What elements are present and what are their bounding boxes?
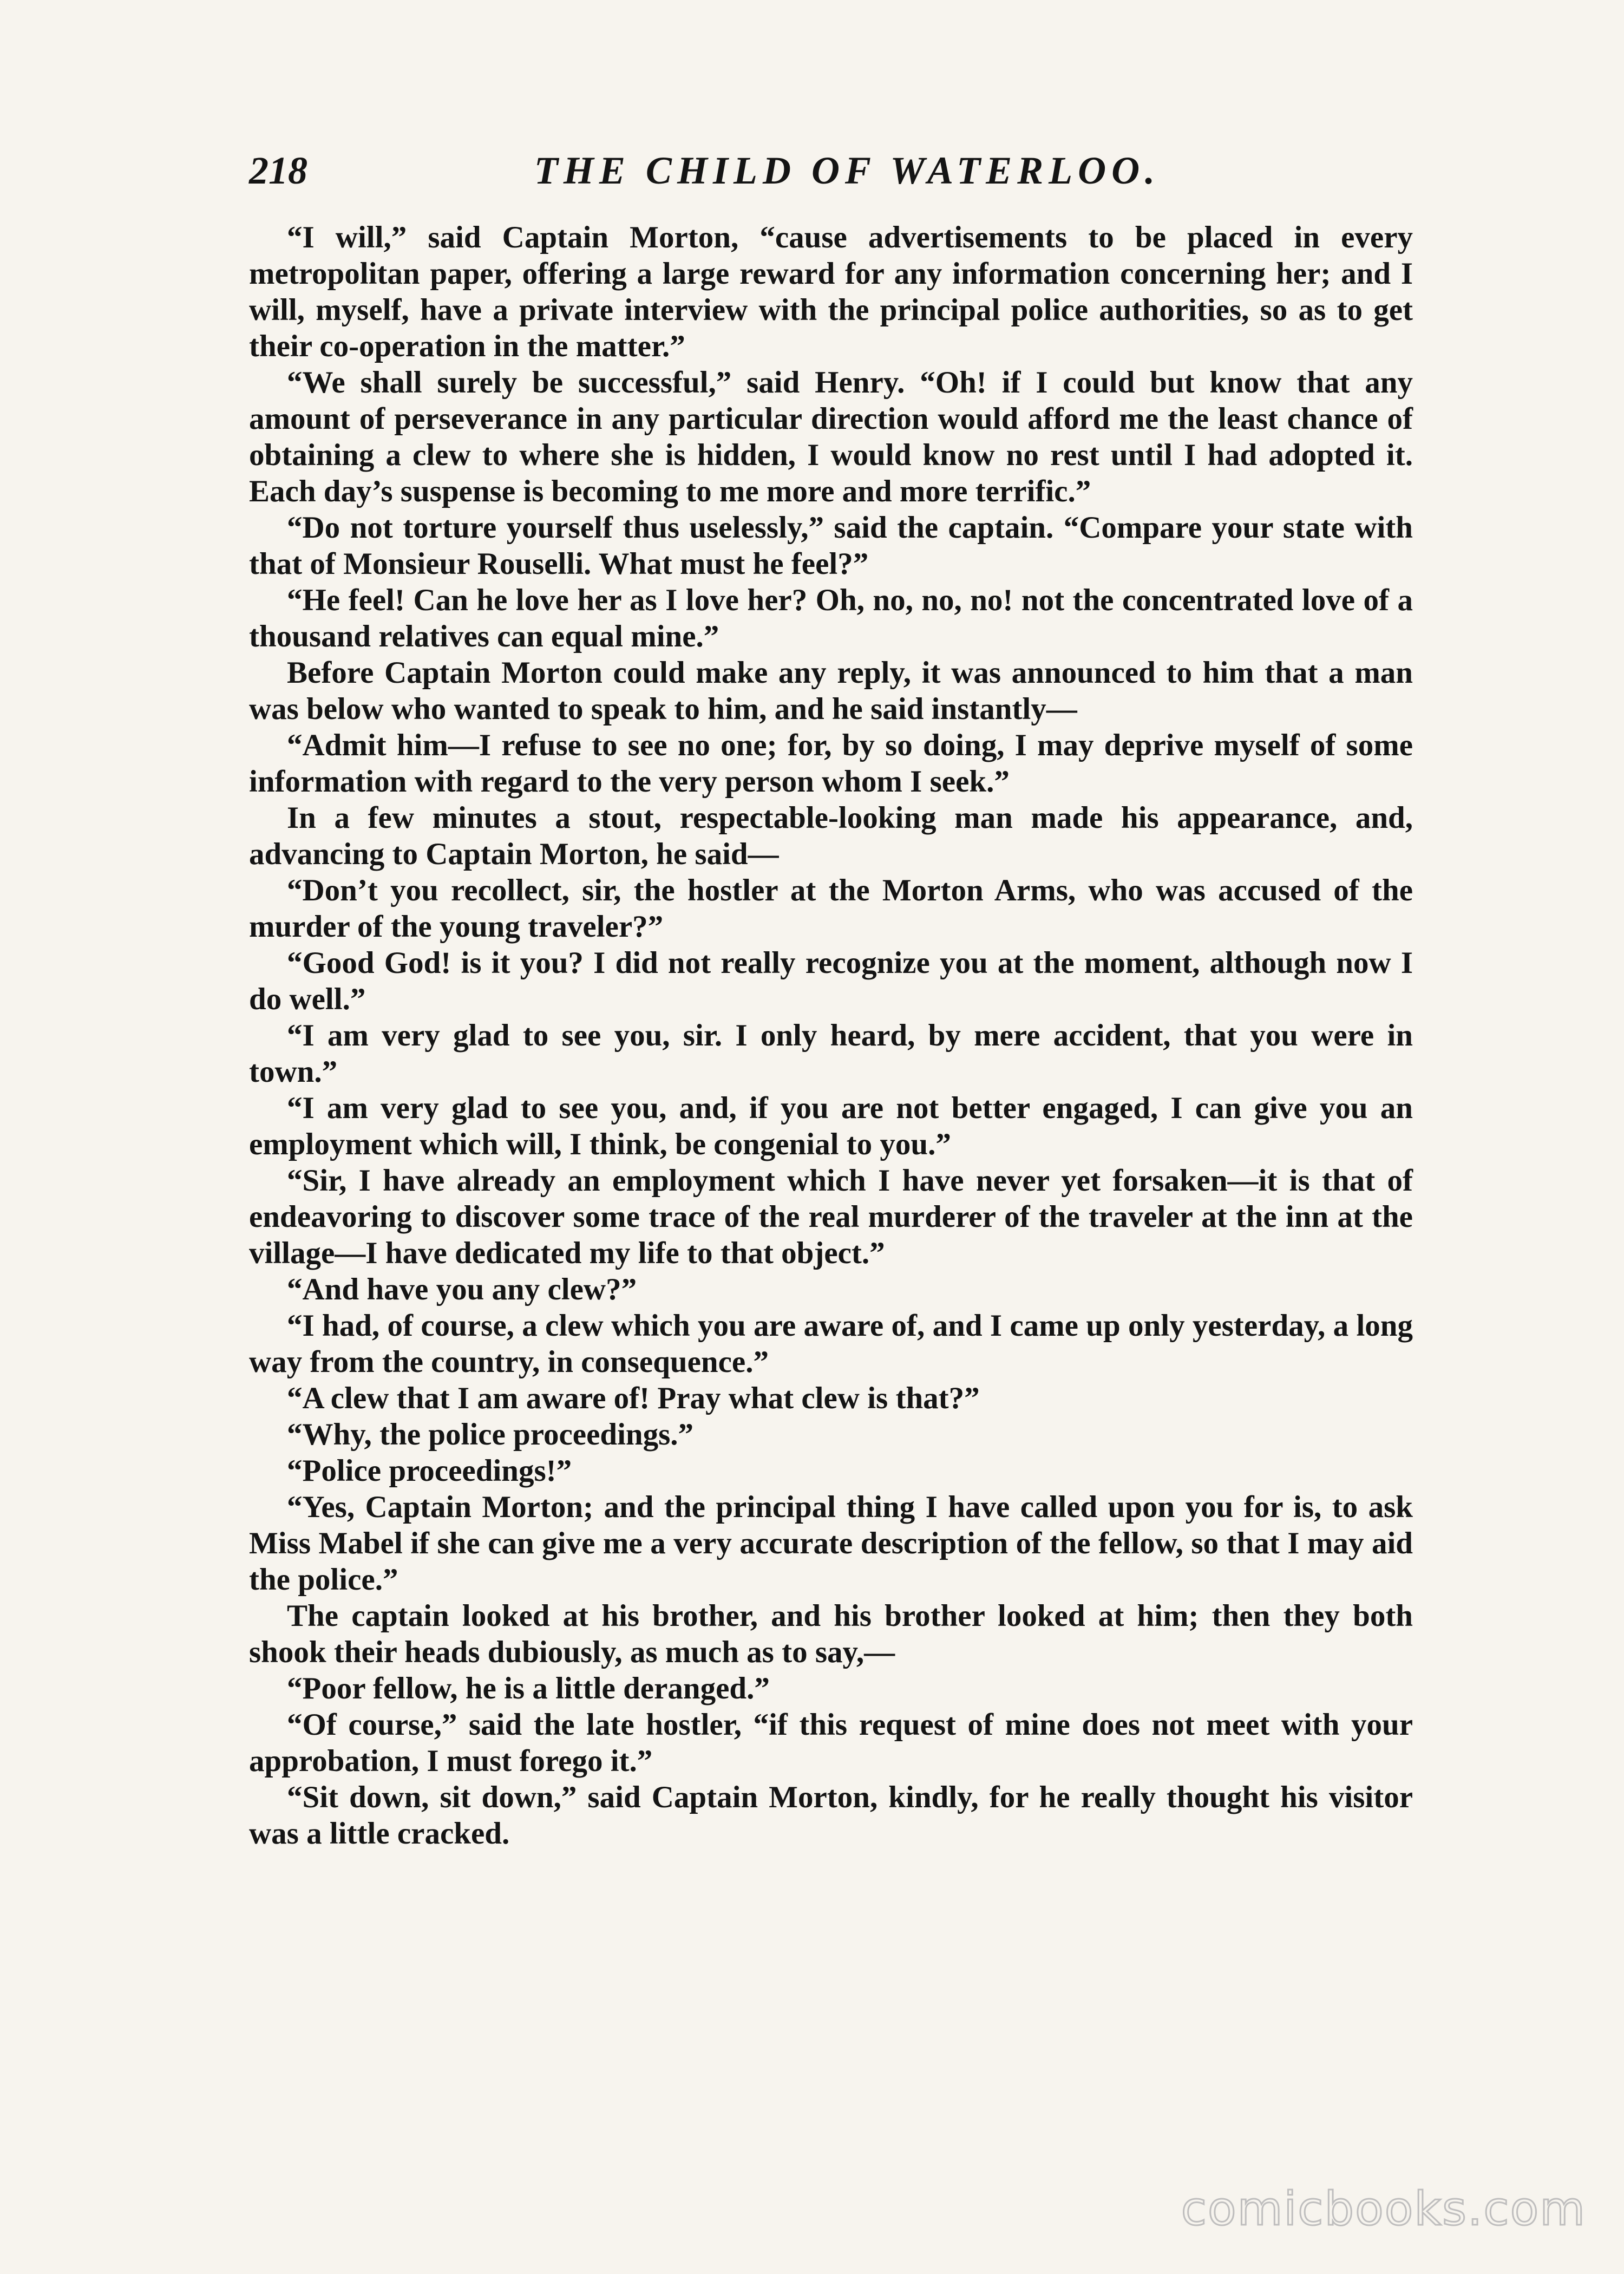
paragraph: “We shall surely be successful,” said Henry. “Oh! if I could but know that any amount of perseverance in any particular direction would afford me the least chance of obtaining a clew to where she is hidden, I would know no rest until I had adopted it. Each day’s suspense is becoming to me more and more terrific.”	[249, 365, 1413, 508]
paragraph: “Of course,” said the late hostler, “if this request of mine does not meet with your approbation, I must forego it.”	[249, 1708, 1413, 1778]
paragraph: “I had, of course, a clew which you are aware of, and I came up only yesterday, a long way from the country, in consequence.”	[249, 1309, 1413, 1379]
paragraph: “A clew that I am aware of! Pray what clew is that?”	[287, 1381, 980, 1415]
paragraph: “Admit him—I refuse to see no one; for, by so doing, I may deprive myself of some information with regard to the very person whom I seek.”	[249, 728, 1413, 799]
paragraph: In a few minutes a stout, respectable-looking man made his appearance, and, advancing to Captain Morton, he said—	[249, 801, 1413, 871]
watermark: comicbooks.com	[1181, 2182, 1586, 2236]
paragraph: Before Captain Morton could make any reply, it was announced to him that a man was below who wanted to speak to him, and he said instantly—	[249, 656, 1413, 726]
paragraph: “I will,” said Captain Morton, “cause advertisements to be placed in every metropolitan paper, offering a large reward for any information concerning her; and I will, myself, have a private interview with the principal police authorities, so as to get their co-operation in the matter.”	[249, 220, 1413, 363]
paragraph: “Police proceedings!”	[287, 1454, 572, 1488]
paragraph: “Do not torture yourself thus uselessly,” said the captain. “Compare your state with that of Monsieur Rouselli. What must he feel?”	[249, 511, 1413, 581]
running-title: THE CHILD OF WATERLOO.	[534, 149, 1161, 192]
paragraph: The captain looked at his brother, and his brother looked at him; then they both shook their heads dubiously, as much as to say,—	[249, 1599, 1413, 1669]
paragraph: “And have you any clew?”	[287, 1272, 637, 1306]
paragraph: “Yes, Captain Morton; and the principal thing I have called upon you for is, to ask Miss Mabel if she can give me a very accurate description of the fellow, so that I may aid the police.”	[249, 1490, 1413, 1597]
body-text	[249, 219, 1413, 1852]
paragraph: “Sit down, sit down,” said Captain Morton, kindly, for he really thought his visitor was a little cracked.	[249, 1780, 1413, 1851]
paragraph: “Poor fellow, he is a little deranged.”	[287, 1671, 770, 1706]
paragraph: “I am very glad to see you, and, if you are not better engaged, I can give you an employment which will, I think, be congenial to you.”	[249, 1091, 1413, 1161]
paragraph: “Good God! is it you? I did not really recognize you at the moment, although now I do well.”	[249, 946, 1413, 1016]
page-number: 218	[249, 149, 307, 192]
paragraph: “Don’t you recollect, sir, the hostler at the Morton Arms, who was accused of the murder of the young traveler?”	[249, 873, 1413, 944]
paragraph: “I am very glad to see you, sir. I only heard, by mere accident, that you were in town.”	[249, 1018, 1413, 1089]
paragraph: “He feel! Can he love her as I love her? Oh, no, no, no! not the concentrated love of a thousand relatives can equal mine.”	[249, 583, 1413, 654]
paragraph: “Sir, I have already an employment which I have never yet forsaken—it is that of endeavoring to discover some trace of the real murderer of the traveler at the inn at the village—I have dedicated my life to that object.”	[249, 1164, 1413, 1270]
paragraph: “Why, the police proceedings.”	[287, 1417, 694, 1452]
page-header	[249, 146, 1413, 195]
